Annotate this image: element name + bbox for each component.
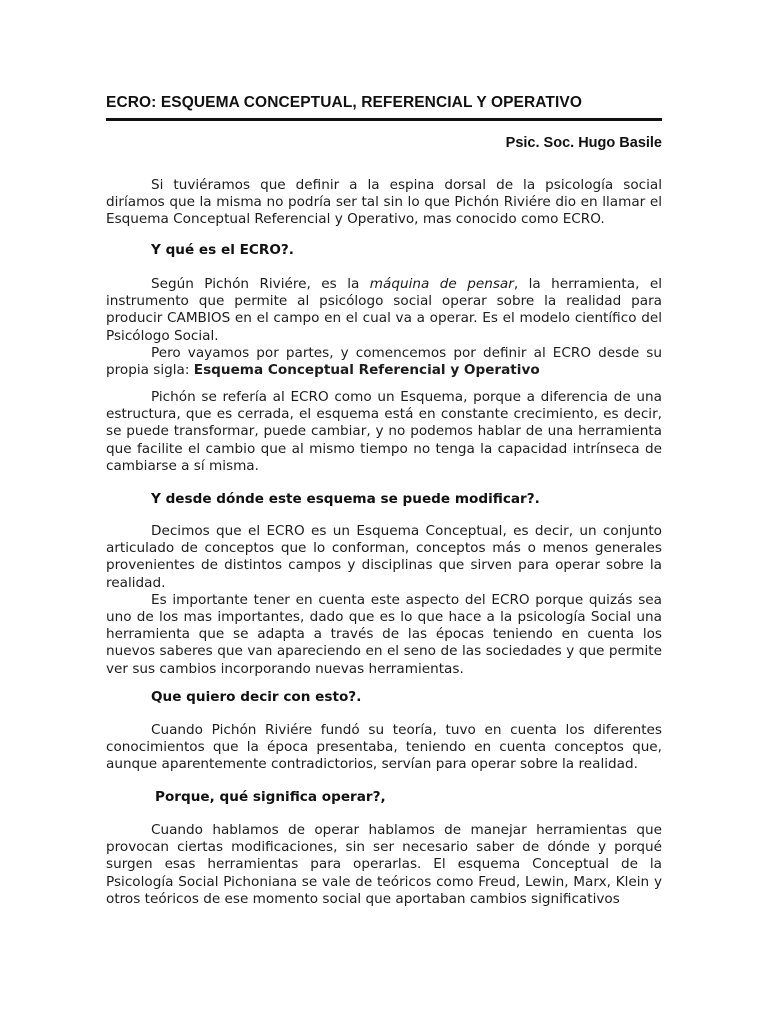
- paragraph-operar: [106, 822, 662, 908]
- paragraph-text: Es importante tener en cuenta este aspecto del ECRO porque quizás sea uno de los mas importantes, dado que es lo que hace a la psicología Social una herramienta que se adapta a través de las épocas teniendo en cuenta los nuevos saberes que van apareciendo en el seno de las sociedades y que permite ver sus cambios incorporando nuevas herramientas.: [106, 591, 662, 677]
- emphasis-text: máquina de pensar: [369, 276, 514, 292]
- paragraph-text: Pichón se refería al ECRO como un Esquema, porque a diferencia de una estructura, que es cerrada, el esquema está en constante crecimiento, es decir, se puede transformar, puede cambiar, y no podemos hablar de una herramienta que facilite el cambio que al mismo tiempo no tenga la capacidad intrínseca de cambiarse a sí misma.: [106, 389, 662, 474]
- paragraph-text: Cuando Pichón Riviére fundó su teoría, tuvo en cuenta los diferentes conocimientos que la época presentaba, teniendo en cuenta conceptos que, aunque aparentemente contradictorios, servían para operar sobre la realidad.: [106, 722, 662, 773]
- paragraph-text: [106, 345, 662, 379]
- paragraph-text: Cuando hablamos de operar hablamos de manejar herramientas que provocan ciertas modificaciones, sin ser necesario saber de dónde y porqué surgen esas herramientas para operarlas. El esquema Conceptual de la Psicología Social Pichoniana se vale de teóricos como Freud, Lewin, Marx, Klein y otros teóricos de ese momento social que aportaban cambios significativos: [106, 822, 662, 907]
- paragraph-intro: [106, 177, 662, 229]
- text-run: , la herramienta, el instrumento que permite al psicólogo social operar sobre la realidad para producir CAMBIOS en el campo en el cual va a operar. Es el modelo científico del Psicólogo Social.: [106, 276, 662, 344]
- document-title: ECRO: ESQUEMA CONCEPTUAL, REFERENCIAL Y OPERATIVO: [106, 94, 582, 111]
- title-underline: [106, 118, 662, 121]
- paragraph-text: Si tuviéramos que definir a la espina dorsal de la psicología social diríamos que la misma no podría ser tal sin lo que Pichón Riviére dio en llamar el Esquema Conceptual Referencial y Operativo, mas conocido como ECRO.: [106, 177, 662, 228]
- bold-text: Esquema Conceptual Referencial y Operativo: [193, 362, 540, 379]
- section-heading-que-es: Y qué es el ECRO?.: [151, 242, 294, 258]
- paragraph-text: [106, 276, 662, 345]
- paragraph-text: Decimos que el ECRO es un Esquema Conceptual, es decir, un conjunto articulado de conceptos que lo conforman, conceptos más o menos generales provenientes de distintos campos y disciplinas que sirven para operar sobre la realidad.: [106, 523, 662, 591]
- paragraph-fundacion: [106, 722, 662, 774]
- paragraph-definicion: [106, 276, 662, 379]
- paragraph-esquema: [106, 389, 662, 475]
- text-run: Según Pichón Riviére, es la: [151, 276, 370, 292]
- paragraph-conceptual: [106, 523, 662, 678]
- text-run: Pero vayamos por partes, y comencemos por definir al ECRO desde su propia sigla:: [106, 344, 662, 379]
- author-line: Psic. Soc. Hugo Basile: [505, 135, 662, 151]
- section-heading-desde-donde: Y desde dónde este esquema se puede modificar?.: [151, 491, 540, 507]
- section-heading-que-quiero: Que quiero decir con esto?.: [151, 689, 362, 705]
- section-heading-operar: Porque, qué significa operar?,: [155, 789, 386, 805]
